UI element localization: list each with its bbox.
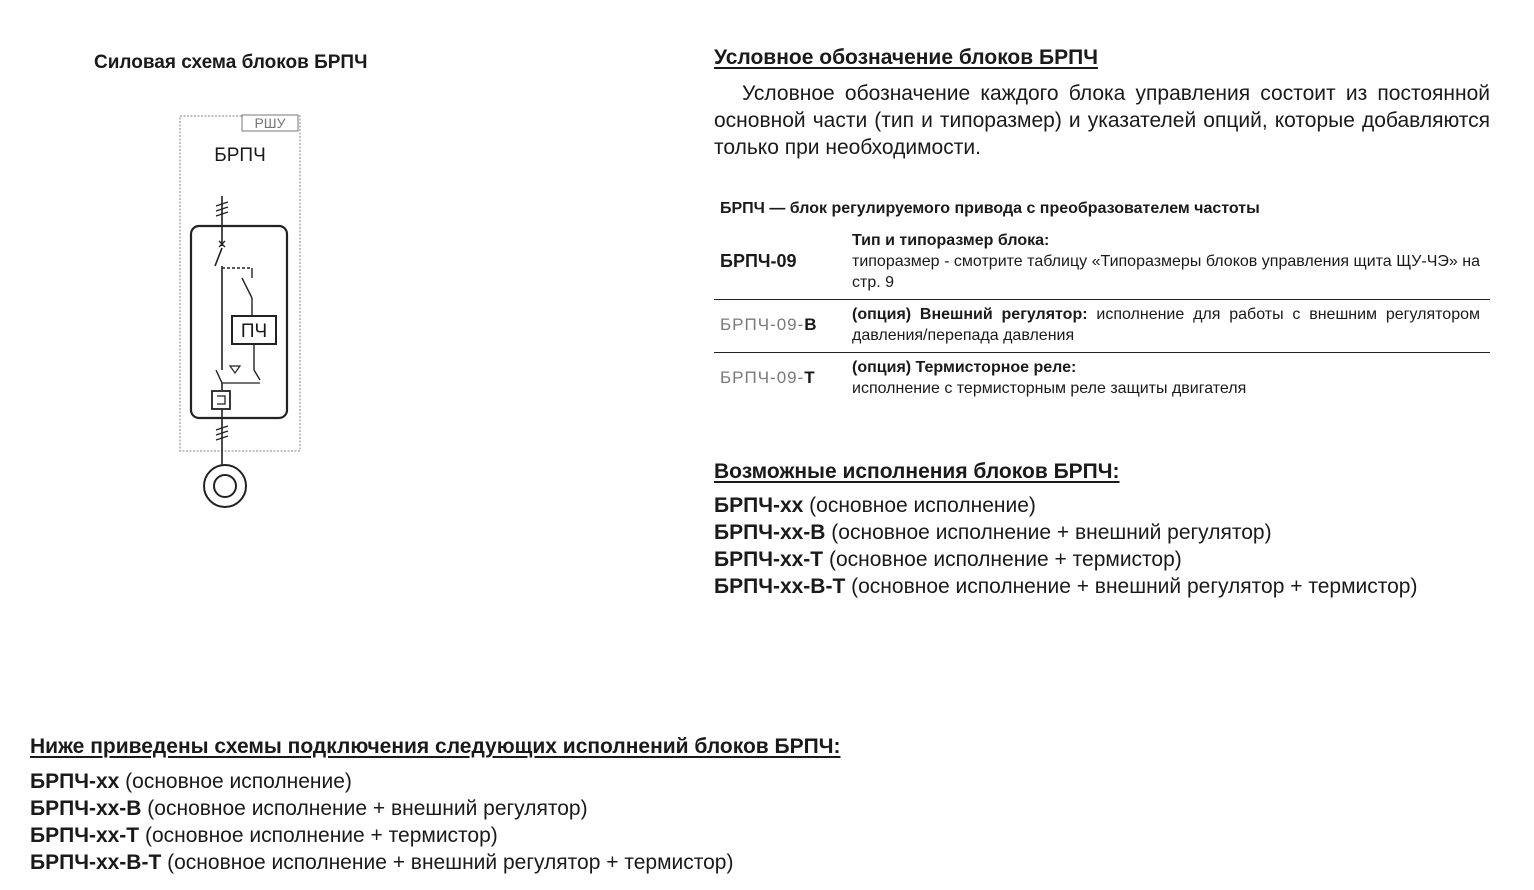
corner-tag-label: РШУ bbox=[254, 115, 286, 131]
option-description: (опция) Внешний регулятор: исполнение для работы с внешним регулятором давления/перепада давления bbox=[852, 306, 1481, 344]
list-item: БРПЧ-хх (основное исполнение) bbox=[30, 770, 352, 793]
list-item: БРПЧ-хх-Т (основное исполнение + термистор) bbox=[30, 824, 498, 847]
list-item: БРПЧ-хх-В (основное исполнение + внешний регулятор) bbox=[714, 521, 1272, 544]
options-table bbox=[714, 200, 1490, 405]
designation-paragraph: Условное обозначение каждого блока управления состоит из постоянной основной части (тип и типоразмер) и указателей опций, которые добавляются только при необходимости. bbox=[714, 82, 1490, 159]
list-item: БРПЧ-хх-Т (основное исполнение + термистор) bbox=[714, 548, 1182, 571]
option-code: БРПЧ-09-В bbox=[720, 315, 817, 334]
option-code: БРПЧ-09-Т bbox=[720, 368, 815, 387]
list-item: БРПЧ-хх (основное исполнение) bbox=[714, 494, 1036, 517]
diagram-title: Силовая схема блоков БРПЧ bbox=[94, 52, 368, 73]
options-caption: БРПЧ — блок регулируемого привода с преобразователем частоты bbox=[720, 200, 1260, 217]
thermal-relay bbox=[212, 391, 230, 409]
motor-symbol bbox=[204, 465, 246, 507]
option-code: БРПЧ-09 bbox=[720, 251, 797, 271]
power-circuit-diagram bbox=[170, 108, 320, 518]
variants-title: Возможные исполнения блоков БРПЧ: bbox=[714, 460, 1120, 483]
designation-title: Условное обозначение блоков БРПЧ bbox=[714, 46, 1098, 69]
table-row bbox=[714, 299, 1490, 352]
connections-list bbox=[30, 768, 733, 876]
converter-label: ПЧ bbox=[240, 321, 268, 342]
list-item: БРПЧ-хх-В (основное исполнение + внешний регулятор) bbox=[30, 797, 588, 820]
panel-frame bbox=[180, 116, 300, 451]
option-description: Тип и типоразмер блока: типоразмер - смотрите таблицу «Типоразмеры блоков управления щита ЩУ-ЧЭ» на стр. 9 bbox=[852, 232, 1480, 291]
list-item: БРПЧ-хх-В-Т (основное исполнение + внешний регулятор + термистор) bbox=[30, 851, 734, 874]
table-row bbox=[714, 352, 1490, 405]
list-item: БРПЧ-хх-В-Т (основное исполнение + внешний регулятор + термистор) bbox=[714, 575, 1418, 598]
connections-title: Ниже приведены схемы подключения следующих исполнений блоков БРПЧ: bbox=[30, 735, 841, 758]
block-label: БРПЧ bbox=[214, 145, 266, 166]
option-description: (опция) Термисторное реле: исполнение с термисторным реле защиты двигателя bbox=[852, 359, 1247, 397]
variants-list bbox=[714, 492, 1417, 600]
table-row bbox=[714, 226, 1490, 299]
